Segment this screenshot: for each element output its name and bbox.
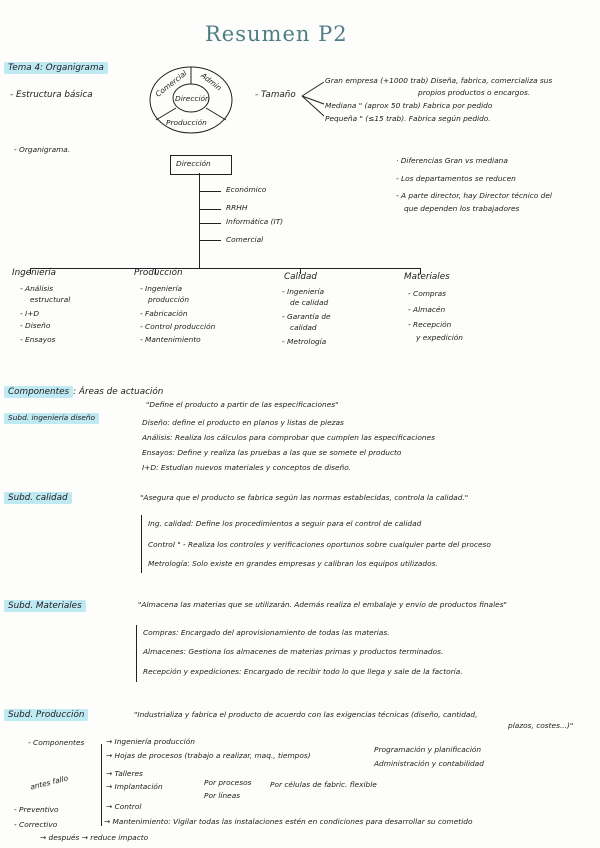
department-item: producción (148, 295, 190, 304)
department-item: - Ingeniería (140, 284, 183, 293)
tamano-arrows (300, 76, 328, 120)
department-item: - Diseño (20, 321, 51, 330)
materiales-line: Recepción y expediciones: Encargado de recibir todo lo que llega y sale de la factoría. (143, 667, 463, 676)
page-title: Resumen P2 (205, 22, 348, 46)
department-item: - Ensayos (20, 335, 56, 344)
department-item: y expedición (416, 333, 463, 342)
diferencias-line: - Los departamentos se reducen (396, 174, 516, 183)
circle-comercial: Comercial (153, 68, 189, 99)
antes-fallo-note: antes fallo (29, 773, 69, 792)
department-item: - Ingeniería (282, 287, 325, 296)
org-staff-line (199, 240, 221, 241)
tamano-item: Gran empresa (+1000 trab) Diseña, fabrica, comercializa sus (325, 76, 553, 85)
department-item: calidad (290, 323, 317, 332)
produccion-line: → Mantenimiento: Vigilar todas las instalaciones estén en condiciones para desarrollar su cometido (104, 817, 473, 826)
materiales-line: Almacenes: Gestiona los almacenes de materias primas y productos terminados. (143, 647, 444, 656)
org-staff-line (199, 209, 221, 210)
department-item: estructural (30, 295, 71, 304)
tamano-item: Pequeña " (≤15 trab). Fabrica según pedido. (325, 114, 491, 123)
department-item: - Compras (408, 289, 447, 298)
org-staff-line (199, 223, 221, 224)
tamano-label: - Tamaño (255, 90, 296, 100)
subd-calidad-heading: Subd. calidad (4, 492, 72, 504)
produccion-line: → Talleres (106, 769, 143, 778)
estructura-basica-label: - Estructura básica (10, 90, 93, 100)
calidad-quote: "Asegura que el producto se fabrica según las normas establecidas, controla la calidad." (140, 493, 469, 502)
produccion-line: → Hojas de procesos (trabajo a realizar, maq., tiempos) (106, 751, 311, 760)
staff-item: RRHH (226, 203, 248, 212)
department-name: Calidad (284, 272, 317, 282)
subd-materiales-heading: Subd. Materiales (4, 600, 86, 612)
subd-produccion-heading: Subd. Producción (4, 709, 88, 721)
materiales-bracket (136, 625, 137, 682)
produccion-quote: plazos, costes...)" (508, 721, 574, 730)
department-item: - Garantía de (282, 312, 331, 321)
calidad-line: Ing. calidad: Define los procedimientos a seguir para el control de calidad (148, 519, 422, 528)
calidad-line: Metrología: Solo existe en grandes empresas y calibran los equipos utilizados. (148, 559, 438, 568)
diseno-line: Análisis: Realiza los cálculos para comprobar que cumplen las especificaciones (142, 433, 435, 442)
department-item: - Análisis (20, 284, 54, 293)
circle-admin: Admin (199, 70, 224, 93)
topic-heading: Tema 4: Organigrama (4, 62, 108, 74)
materiales-quote: "Almacena las materias que se utilizarán. Además realiza el embalaje y envío de productos finales" (138, 600, 507, 609)
produccion-por-lineas: Por líneas (204, 791, 241, 800)
produccion-por-procesos: Por procesos (204, 778, 252, 787)
produccion-prog: Programación y planificación (374, 745, 482, 754)
department-name: Ingeniería (12, 268, 57, 278)
produccion-admin: Administración y contabilidad (374, 759, 484, 768)
diferencias-line: · Diferencias Gran vs mediana (396, 156, 508, 165)
produccion-bracket (101, 744, 102, 826)
tamano-item: propios productos o encargos. (418, 88, 531, 97)
despues-note: → después → reduce impacto (40, 833, 149, 842)
org-trunk-line (199, 173, 200, 268)
preventivo-label: - Preventivo (14, 805, 59, 814)
produccion-line: → Implantación (106, 782, 163, 791)
diseno-line: I+D: Estudian nuevos materiales y conceptos de diseño. (142, 463, 352, 472)
department-name: Producción (134, 268, 183, 278)
subd-diseno-heading: Subd. ingeniería diseño (4, 413, 99, 424)
staff-item: Económico (226, 185, 267, 194)
department-item: - I+D (20, 309, 40, 318)
produccion-celulas: Por células de fabric. flexible (270, 780, 377, 789)
staff-item: Informática (IT) (226, 217, 284, 226)
materiales-line: Compras: Encargado del aprovisionamiento de todas las materias. (143, 628, 390, 637)
org-staff-line (199, 191, 221, 192)
tamano-item: Mediana " (aprox 50 trab) Fabrica por pedido (325, 101, 493, 110)
department-name: Materiales (404, 272, 450, 282)
calidad-bracket (141, 515, 142, 573)
produccion-quote: "Industrializa y fabrica el producto de acuerdo con las exigencias técnicas (diseño, cantidad, (134, 710, 478, 719)
direccion-box-label: Dirección (176, 159, 211, 168)
diferencias-line: que dependen los trabajadores (404, 204, 520, 213)
staff-item: Comercial (226, 235, 264, 244)
produccion-componentes: - Componentes (28, 738, 85, 747)
diseno-line: Diseño: define el producto en planos y listas de piezas (142, 418, 344, 427)
org-branch-line (30, 268, 420, 269)
calidad-line: Control " - Realiza los controles y verificaciones oportunos sobre cualquier parte del proceso (148, 540, 491, 549)
department-item: - Control producción (140, 322, 216, 331)
department-item: - Metrología (282, 337, 327, 346)
circle-produccion: Producción (166, 118, 207, 127)
department-item: - Almacén (408, 305, 446, 314)
componentes-heading: Componentes : Áreas de actuación (4, 387, 163, 397)
department-item: - Recepción (408, 320, 452, 329)
organigrama-label: - Organigrama. (14, 145, 71, 154)
circle-direccion: Dirección (175, 94, 210, 103)
produccion-line: → Control (106, 802, 142, 811)
produccion-line: → Ingeniería producción (106, 737, 195, 746)
diseno-line: Ensayos: Define y realiza las pruebas a las que se somete el producto (142, 448, 402, 457)
department-item: - Mantenimiento (140, 335, 201, 344)
department-item: de calidad (290, 298, 329, 307)
diferencias-line: - A parte director, hay Director técnico del (396, 191, 552, 200)
diseno-line: "Define el producto a partir de las especificaciones" (146, 400, 339, 409)
department-item: - Fabricación (140, 309, 188, 318)
correctivo-label: - Correctivo (14, 820, 58, 829)
